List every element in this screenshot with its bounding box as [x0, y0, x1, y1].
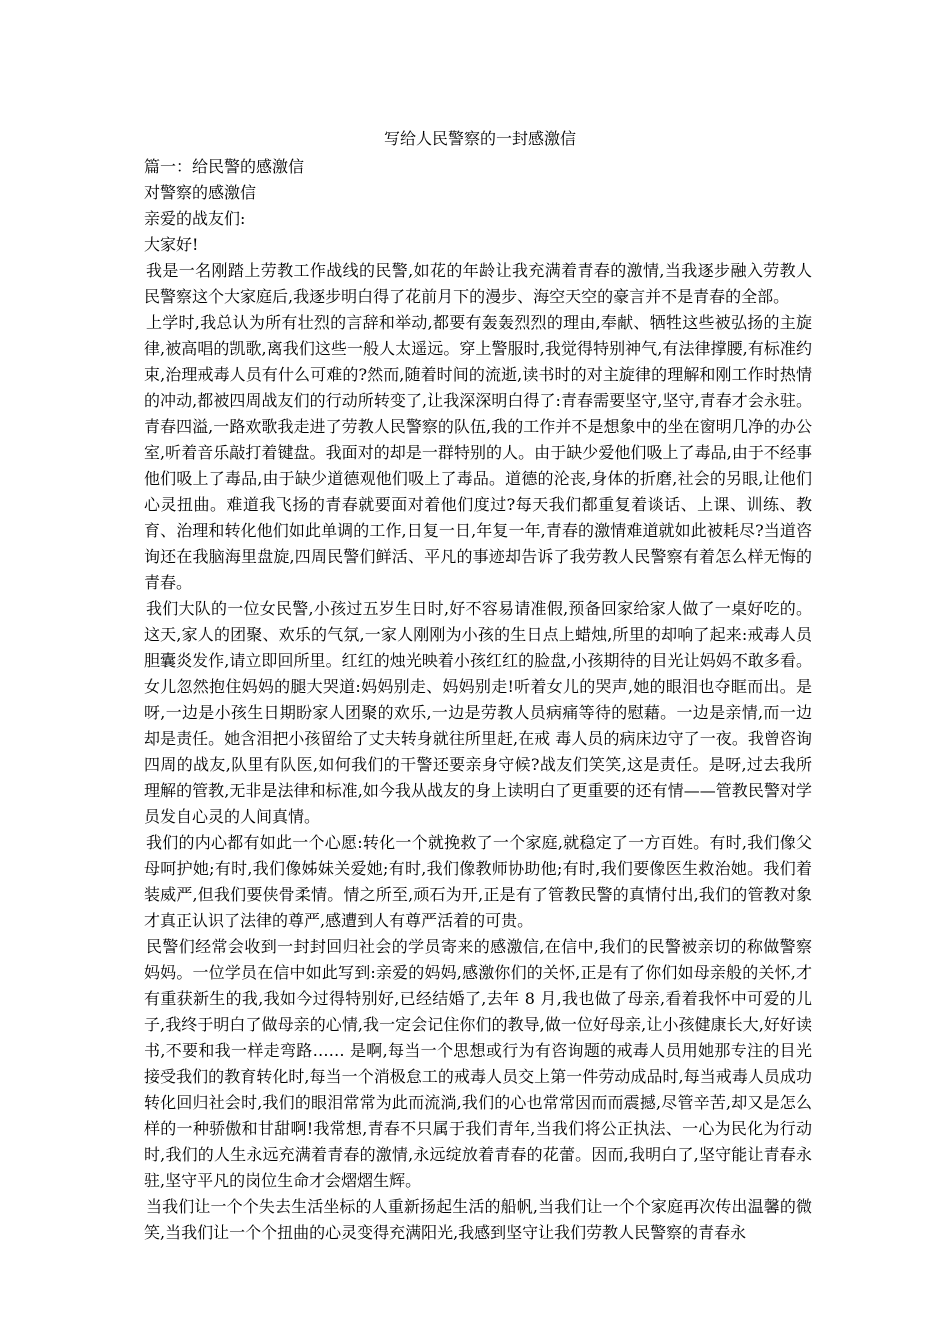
paragraph: 上学时,我总认为所有壮烈的言辞和举动,都要有轰轰烈烈的理由,奉献、牺牲这些被弘扬的主旋律,被高唱的凯歌,离我们这些一般人太遥远。穿上警服时,我觉得特别神气,有法律撑腰,有标准约束,治理戒毒人员有什么可难的?然而,随着时间的流逝,读书时的对主旋律的理解和刚工作时热情的冲动,都被四周战友们的行动所转变了,让我深深明白得了:青春需要坚守,坚守,青春才会永驻。青春四溢,一路欢歌我走进了劳教人民警察的队伍,我的工作并不是想象中的坐在窗明几净的办公室,听着音乐敲打着键盘。我面对的却是一群特别的人。由于缺少爱他们吸上了毒品,由于不经事他们吸上了毒品,由于缺少道德观他们吸上了毒品。道德的沦丧,身体的折磨,社会的另眼,让他们心灵扭曲。难道我飞扬的青春就要面对着他们度过?每天我们都重复着谈话、上课、训练、教育、治理和转化他们如此单调的工作,日复一日,年复一年,青春的激情难道就如此被耗尽?当道咨询还在我脑海里盘旋,四周民警们鲜活、平凡的事迹却告诉了我劳教人民警察有着怎么样无悔的青春。: [144, 313, 812, 592]
paragraph: 民警们经常会收到一封封回归社会的学员寄来的感激信,在信中,我们的民警被亲切的称做警察妈妈。一位学员在信中如此写到:亲爱的妈妈,感激你们的关怀,正是有了你们如母亲般的关怀,才有重获新生的我,我如今过得特别好,已经结婚了,去年 8 月,我也做了母亲,看着我怀中可爱的儿子,我终于明白了做母亲的心情,我一定会记住你们的教导,做一位好母亲,让小孩健康长大,好好读书,不要和我一样走弯路…… 是啊,每当一个思想或行为有咨询题的戒毒人员用她那专注的目光接受我们的教育转化时,每当一个消极怠工的戒毒人员交上第一件劳动成品时,每当戒毒人员成功转化回归社会时,我们的眼泪常常为此而流淌,我们的心也常常因而而震撼,尽管辛苦,却又是怎么样的一种骄傲和甘甜啊!我常想,青春不只属于我们青年,当我们将公正执法、一心为民化为行动时,我们的人生永远充满着青春的激情,永远绽放着青春的花蕾。因而,我明白了,坚守能让青春永驻,坚守平凡的岗位生命才会熠熠生辉。: [144, 937, 812, 1190]
paragraph: 我们大队的一位女民警,小孩过五岁生日时,好不容易请准假,预备回家给家人做了一桌好吃的。这天,家人的团聚、欢乐的气氛,一家人刚刚为小孩的生日点上蜡烛,所里的却响了起来:戒毒人员胆囊炎发作,请立即回所里。红红的烛光映着小孩红红的脸盘,小孩期待的目光让妈妈不敢多看。女儿忽然抱住妈妈的腿大哭道:妈妈别走、妈妈别走!听着女儿的哭声,她的眼泪也夺眶而出。是呀,一边是小孩生日期盼家人团聚的欢乐,一边是劳教人员病痛等待的慰藉。一边是亲情,而一边却是责任。她含泪把小孩留给了丈夫转身就往所里赶,在戒 毒人员的病床边守了一夜。我曾咨询四周的战友,队里有队医,如何我们的干警还要亲身守候?战友们笑笑,这是责任。是呀,过去我所理解的管教,无非是法律和标准,如今我从战友的身上读明白了更重要的还有情——管教民警对学员发自心灵的人间真情。: [144, 599, 812, 826]
paragraph: 当我们让一个个失去生活坐标的人重新扬起生活的船帆,当我们让一个个家庭再次传出温馨的微笑,当我们让一个个扭曲的心灵变得充满阳光,我感到坚守让我们劳教人民警察的青春永: [144, 1197, 812, 1242]
paragraph: 我是一名刚踏上劳教工作战线的民警,如花的年龄让我充满着青春的激情,当我逐步融入劳教人民警察这个大家庭后,我逐步明白得了花前月下的漫步、海空天空的豪言并不是青春的全部。: [144, 261, 812, 306]
salutation: 亲爱的战友们:: [144, 209, 246, 228]
document-body: [144, 124, 812, 1246]
section-heading: 篇一：给民警的感激信: [144, 157, 305, 176]
paragraph: 我们的内心都有如此一个心愿:转化一个就挽救了一个家庭,就稳定了一方百姓。有时,我们像父母呵护她;有时,我们像姊妹关爱她;有时,我们像教师协助他;有时,我们要像医生救治她。我们着装威严,但我们要侠骨柔情。情之所至,顽石为开,正是有了管教民警的真情付出,我们的管教对象才真正认识了法律的尊严,感遭到人有尊严活着的可贵。: [144, 833, 812, 930]
greeting: 大家好!: [144, 235, 199, 254]
subheading: 对警察的感激信: [144, 183, 257, 202]
document-title: 写给人民警察的一封感激信: [383, 129, 576, 148]
